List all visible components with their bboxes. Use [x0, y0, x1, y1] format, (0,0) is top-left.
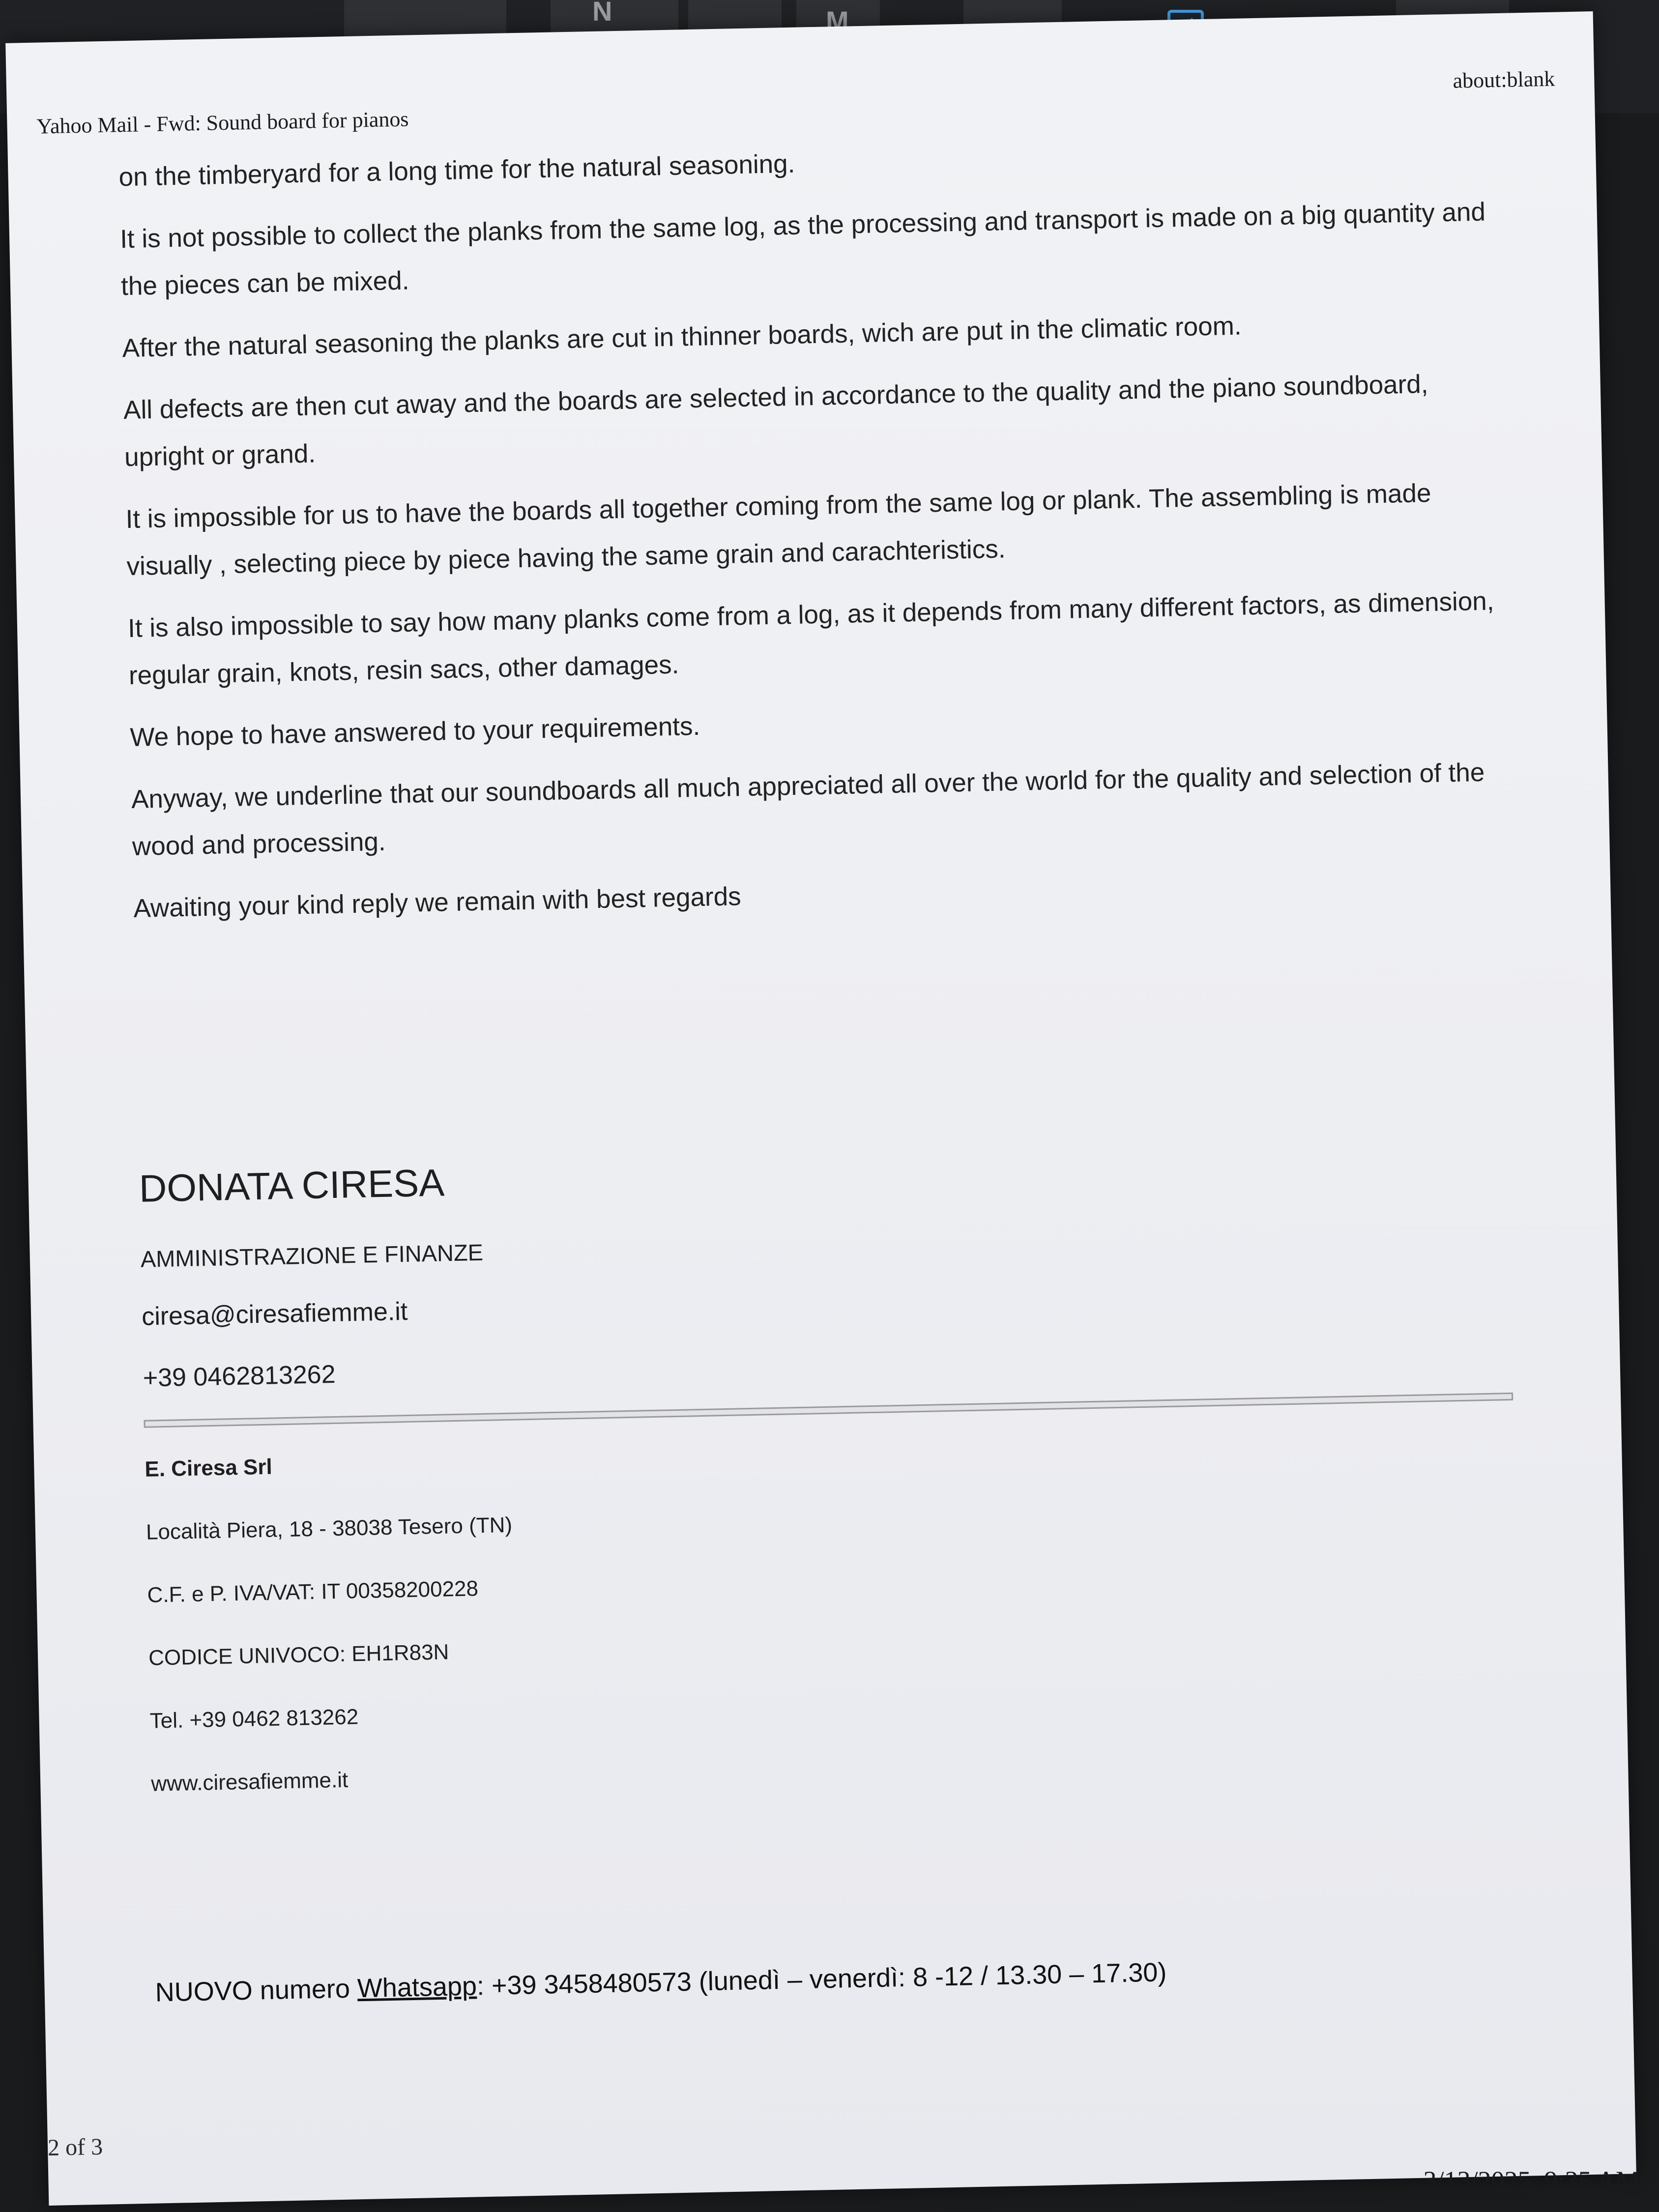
company-tel: Tel. +39 0462 813262	[149, 1705, 359, 1733]
company-website-link[interactable]: www.ciresafiemme.it	[150, 1768, 349, 1796]
body-paragraph: All defects are then cut away and the boards are selected in accordance to the quality and the piano soundboard, upright or grand.	[123, 369, 1428, 472]
body-paragraph: Awaiting your kind reply we remain with best regards	[133, 882, 742, 923]
email-signature	[139, 1138, 1577, 1835]
company-vat: C.F. e P. IVA/VAT: IT 00358200228	[147, 1576, 479, 1607]
signature-department: AMMINISTRAZIONE E FINANZE	[140, 1239, 484, 1272]
company-code: CODICE UNIVOCO: EH1R83N	[148, 1640, 449, 1670]
body-paragraph: We hope to have answered to your requirements.	[129, 711, 700, 753]
whatsapp-link[interactable]: Whatsapp	[357, 1971, 477, 2004]
signature-email-link[interactable]: ciresa@ciresafiemme.it	[141, 1297, 408, 1331]
body-paragraph: It is also impossible to say how many planks come from a log, as it depends from many different factors, as dimension, regular grain, knots, resin sacs, other damages.	[127, 586, 1494, 691]
signature-phone: +39 0462813262	[143, 1360, 336, 1393]
body-paragraph: It is not possible to collect the planks from the same log, as the processing and transport is made on a big quantity and the pieces can be mixed.	[119, 197, 1486, 301]
page-number: 2 of 3	[47, 2133, 103, 2161]
signature-name: DONATA CIRESA	[139, 1161, 445, 1210]
whatsapp-notice	[155, 1957, 1167, 2008]
company-address: Località Piera, 18 - 38038 Tesero (TN)	[146, 1513, 513, 1544]
whatsapp-details: : +39 3458480573 (lunedì – venerdì: 8 -12 / 13.30 – 17.30)	[476, 1957, 1167, 2001]
print-timestamp: 3/13/2025, 9:35 AM	[1423, 2166, 1639, 2195]
key-label: M	[826, 5, 849, 36]
whatsapp-prefix: NUOVO numero	[155, 1974, 358, 2008]
body-paragraph: Anyway, we underline that our soundboards all much appreciated all over the world for the quality and selection of the wood and processing.	[131, 757, 1485, 862]
email-body	[118, 126, 1501, 947]
body-paragraph: It is impossible for us to have the boards all together coming from the same log or plank. The assembling is made visually , selecting piece by piece having the same grain and carachteristics.	[125, 478, 1431, 582]
signature-divider	[144, 1393, 1513, 1428]
body-paragraph: After the natural seasoning the planks are cut in thinner boards, wich are put in the climatic room.	[122, 311, 1242, 363]
printed-page	[5, 11, 1636, 2206]
body-paragraph: on the timberyard for a long time for the natural seasoning.	[118, 149, 795, 192]
key-label: N	[592, 0, 612, 27]
print-header-url: about:blank	[1453, 66, 1555, 93]
print-header-title: Yahoo Mail - Fwd: Sound board for pianos	[36, 107, 409, 139]
company-name: E. Ciresa Srl	[144, 1455, 273, 1482]
